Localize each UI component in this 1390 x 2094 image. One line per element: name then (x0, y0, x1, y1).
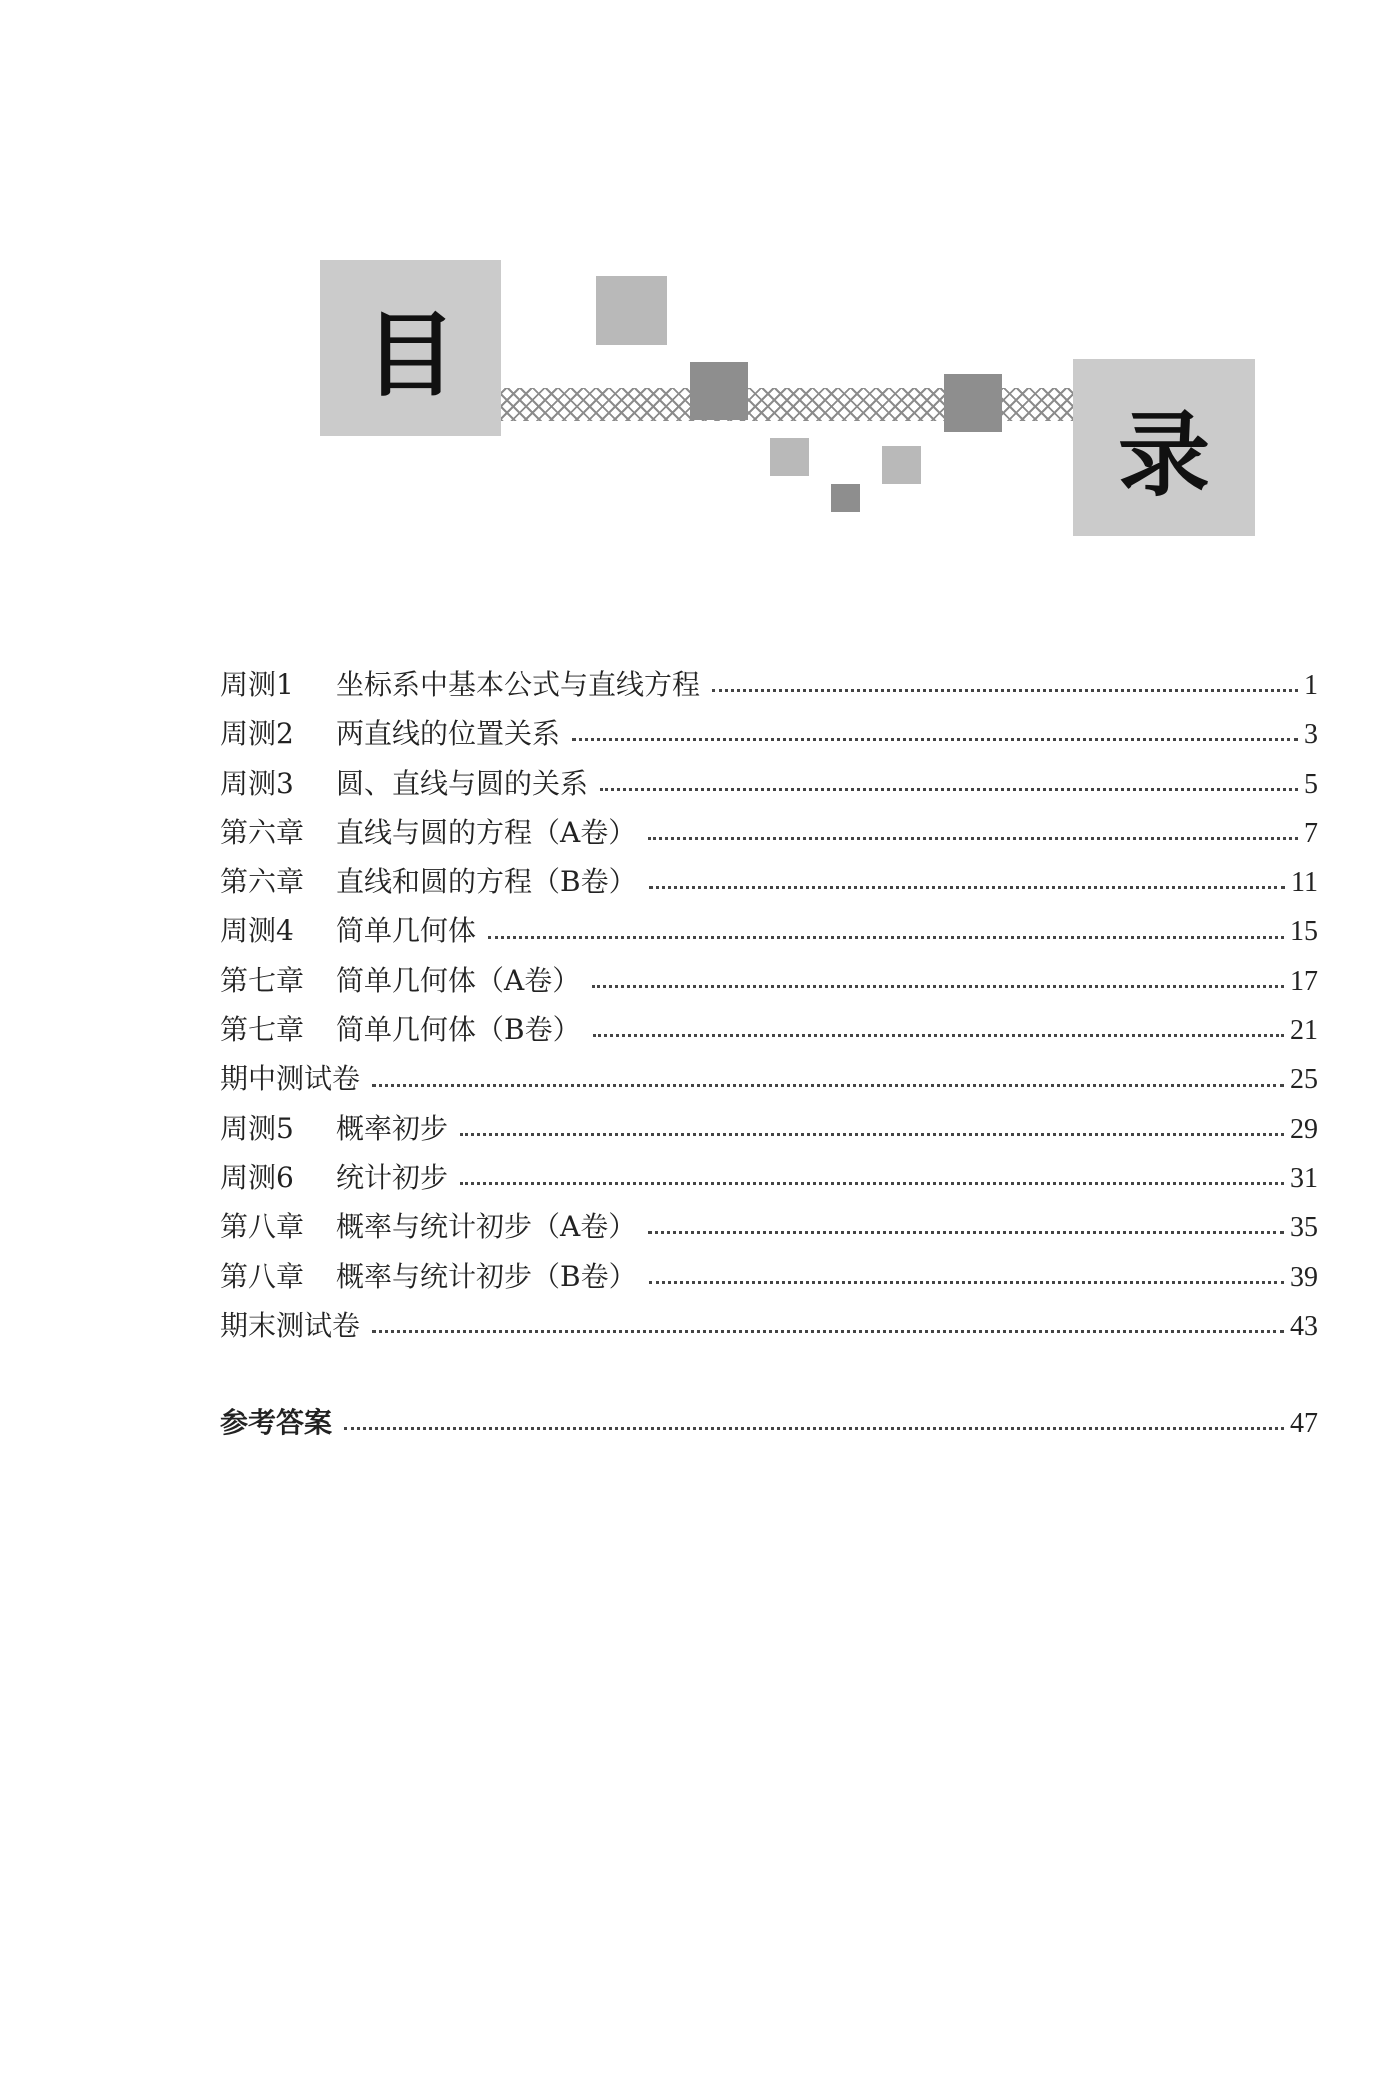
toc-entry-page: 7 (1304, 817, 1318, 849)
deco-square (831, 484, 860, 512)
toc-entry[interactable] (220, 906, 1318, 955)
toc-dot-leader (372, 1330, 1284, 1333)
toc-dot-leader (648, 1231, 1284, 1234)
toc-entry-prefix: 周测5 (220, 1111, 294, 1145)
toc-entry-page: 11 (1291, 867, 1318, 899)
toc-entry-page: 39 (1290, 1261, 1318, 1293)
toc-entry-prefix: 第六章 (220, 815, 305, 849)
toc-entry-prefix: 周测1 (220, 668, 294, 701)
toc-entry-title: 圆、直线与圆的关系 (336, 766, 589, 800)
toc-entry-prefix: 期中测试卷 (220, 1062, 361, 1096)
toc-entry[interactable] (220, 808, 1318, 857)
toc-dot-leader (649, 1281, 1284, 1284)
toc-entry-prefix: 周测2 (220, 717, 294, 751)
toc-entry-page: 3 (1304, 719, 1318, 751)
toc-entry[interactable] (220, 857, 1318, 906)
toc-dot-leader (712, 689, 1298, 692)
toc-entry[interactable] (220, 1301, 1318, 1350)
title-char-right: 录 (1073, 359, 1255, 536)
toc-dot-leader (600, 788, 1298, 791)
toc-entry-prefix: 第七章 (220, 1013, 305, 1047)
toc-entry-page: 43 (1290, 1310, 1318, 1342)
toc-entry-prefix: 周测4 (220, 914, 294, 948)
toc-dot-leader (572, 738, 1298, 741)
toc-entry-page: 25 (1290, 1064, 1318, 1096)
toc-dot-leader (344, 1427, 1284, 1430)
toc-entry[interactable] (220, 660, 1318, 709)
toc-entry[interactable] (220, 956, 1318, 1005)
toc-entry-answers[interactable] (220, 1398, 1318, 1447)
toc-entry-title: 概率初步 (336, 1111, 449, 1145)
toc-dot-leader (648, 837, 1298, 840)
toc-entry[interactable] (220, 1252, 1318, 1301)
deco-square (944, 374, 1002, 432)
toc-entry-title: 直线和圆的方程（B卷） (336, 865, 637, 899)
toc-entry[interactable] (220, 1005, 1318, 1054)
toc-dot-leader (592, 985, 1284, 988)
toc-entry-page: 21 (1290, 1015, 1318, 1047)
toc-entry-title: 两直线的位置关系 (336, 717, 561, 751)
toc-entry-prefix: 周测6 (220, 1160, 294, 1194)
toc-dot-leader (649, 886, 1285, 889)
toc-entry[interactable] (220, 1202, 1318, 1251)
toc-entry-prefix: 周测3 (220, 766, 294, 800)
title-char-left: 目 (320, 260, 501, 436)
toc-entry-prefix: 第八章 (220, 1210, 305, 1244)
toc-dot-leader (488, 936, 1284, 939)
toc-entry-prefix: 期末测试卷 (220, 1308, 361, 1342)
toc-entry-page: 1 (1304, 670, 1318, 701)
toc-entry-page: 35 (1290, 1212, 1318, 1244)
toc-entry-prefix: 第六章 (220, 865, 305, 899)
toc-entry-prefix: 第七章 (220, 963, 305, 997)
table-of-contents (220, 660, 1318, 1350)
toc-entry-title: 概率与统计初步（A卷） (336, 1210, 637, 1244)
toc-entry-title: 参考答案 (220, 1406, 333, 1439)
toc-dot-leader (460, 1133, 1284, 1136)
toc-entry-page: 31 (1290, 1162, 1318, 1194)
toc-entry-page: 47 (1290, 1408, 1318, 1439)
toc-entry-page: 5 (1304, 768, 1318, 800)
deco-square (596, 276, 667, 345)
toc-entry-title: 概率与统计初步（B卷） (336, 1259, 637, 1293)
toc-entry-title: 统计初步 (336, 1160, 449, 1194)
toc-entry[interactable] (220, 1104, 1318, 1153)
toc-entry-title: 直线与圆的方程（A卷） (336, 815, 637, 849)
toc-entry[interactable] (220, 1054, 1318, 1103)
toc-entry-title: 简单几何体（B卷） (336, 1013, 581, 1047)
toc-entry-page: 17 (1290, 965, 1318, 997)
toc-entry-page: 29 (1290, 1113, 1318, 1145)
toc-entry[interactable] (220, 1153, 1318, 1202)
toc-entry-title: 简单几何体（A卷） (336, 963, 581, 997)
toc-dot-leader (372, 1084, 1284, 1087)
deco-square (690, 362, 748, 420)
toc-entry[interactable] (220, 709, 1318, 758)
deco-square (882, 446, 921, 484)
toc-entry-title: 简单几何体 (336, 914, 477, 948)
toc-entry-prefix: 第八章 (220, 1259, 305, 1293)
toc-entry-title: 坐标系中基本公式与直线方程 (336, 668, 701, 701)
deco-square (770, 438, 809, 476)
toc-dot-leader (593, 1034, 1284, 1037)
toc-entry-page: 15 (1290, 916, 1318, 948)
toc-answers-section (220, 1398, 1318, 1447)
toc-entry[interactable] (220, 759, 1318, 808)
toc-dot-leader (460, 1182, 1284, 1185)
